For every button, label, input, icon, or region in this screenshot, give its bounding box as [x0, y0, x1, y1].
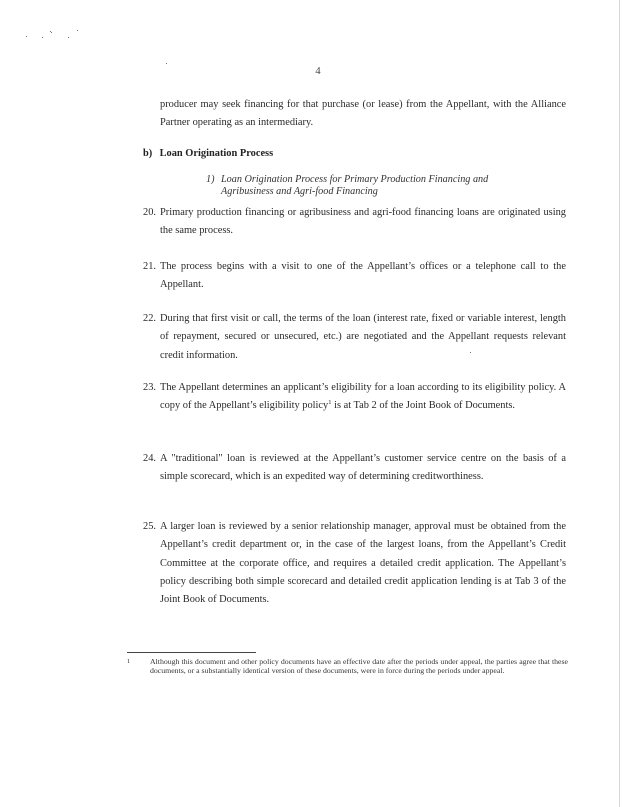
- paragraph-text: Primary production financing or agribusiness and agri-food financing loans are originated using the same process.: [160, 207, 566, 237]
- page-edge-line: [619, 0, 620, 807]
- subsection-title-line1: Loan Origination Process for Primary Production Financing and: [221, 174, 489, 185]
- continuation-paragraph: producer may seek financing for that purchase (or lease) from the Appellant, with the Alliance Partner operating as an intermediary.: [160, 99, 566, 129]
- paragraph-number: 25.: [143, 521, 156, 532]
- scan-speck: [42, 37, 43, 38]
- paragraph-text: A "traditional" loan is reviewed at the Appellant’s customer service centre on the basis of a simple scorecard, which is an expedited way of determining creditworthiness.: [160, 453, 566, 483]
- paragraph-number: 24.: [143, 453, 156, 464]
- scan-speck: [26, 36, 27, 37]
- scan-speck: [51, 32, 52, 33]
- paragraph-text-part1: The Appellant determines an applicant’s eligibility for a loan according to its eligibility policy. A copy of the Appellant’s eligibility policy: [160, 382, 566, 412]
- scan-speck: [166, 63, 167, 64]
- page-number: 4: [315, 66, 321, 77]
- footnote-reference[interactable]: 1: [328, 399, 332, 407]
- scan-speck: [68, 37, 69, 38]
- paragraph-text: A larger loan is reviewed by a senior relationship manager, approval must be obtained from the Appellant’s credit department or, in the case of the largest loans, from the Appellant’s Credit Committee at the corporate office, and requires a detailed credit application. The Appellant’s policy describing both simple scorecard and detailed credit application lending is at Tab 3 of the Joint Book of Documents.: [160, 521, 566, 606]
- paragraph-number: 21.: [143, 261, 156, 272]
- paragraph-number: 23.: [143, 382, 156, 393]
- scan-speck: [77, 30, 78, 31]
- section-label: b): [143, 148, 153, 159]
- paragraph-text: [160, 379, 566, 416]
- footnote-text: Although this document and other policy documents have an effective date after the periods under appeal, the parties agree that these documents, or a substantially identical version of these documents, were in force during the periods under appeal.: [150, 657, 568, 675]
- section-title: Loan Origination Process: [159, 148, 274, 159]
- subsection-title-line2: Agribusiness and Agri-food Financing: [221, 186, 378, 197]
- paragraph-text-part2: is at Tab 2 of the Joint Book of Documents.: [331, 400, 515, 412]
- paragraph-number: 22.: [143, 313, 156, 324]
- footnote-separator: [127, 652, 256, 653]
- footnote-number: 1: [127, 658, 131, 665]
- paragraph-text: The process begins with a visit to one of the Appellant’s offices or a telephone call to the Appellant.: [160, 261, 566, 291]
- scan-speck: [50, 31, 51, 32]
- subsection-label: 1): [206, 174, 215, 185]
- paragraph-number: 20.: [143, 207, 156, 218]
- subsection-heading: [206, 174, 566, 198]
- paragraph-text: During that first visit or call, the terms of the loan (interest rate, fixed or variable interest, length of repayment, secured or unsecured, etc.) are negotiated and the Appellant requests relevant credit information.: [160, 313, 566, 361]
- section-heading: [143, 148, 273, 159]
